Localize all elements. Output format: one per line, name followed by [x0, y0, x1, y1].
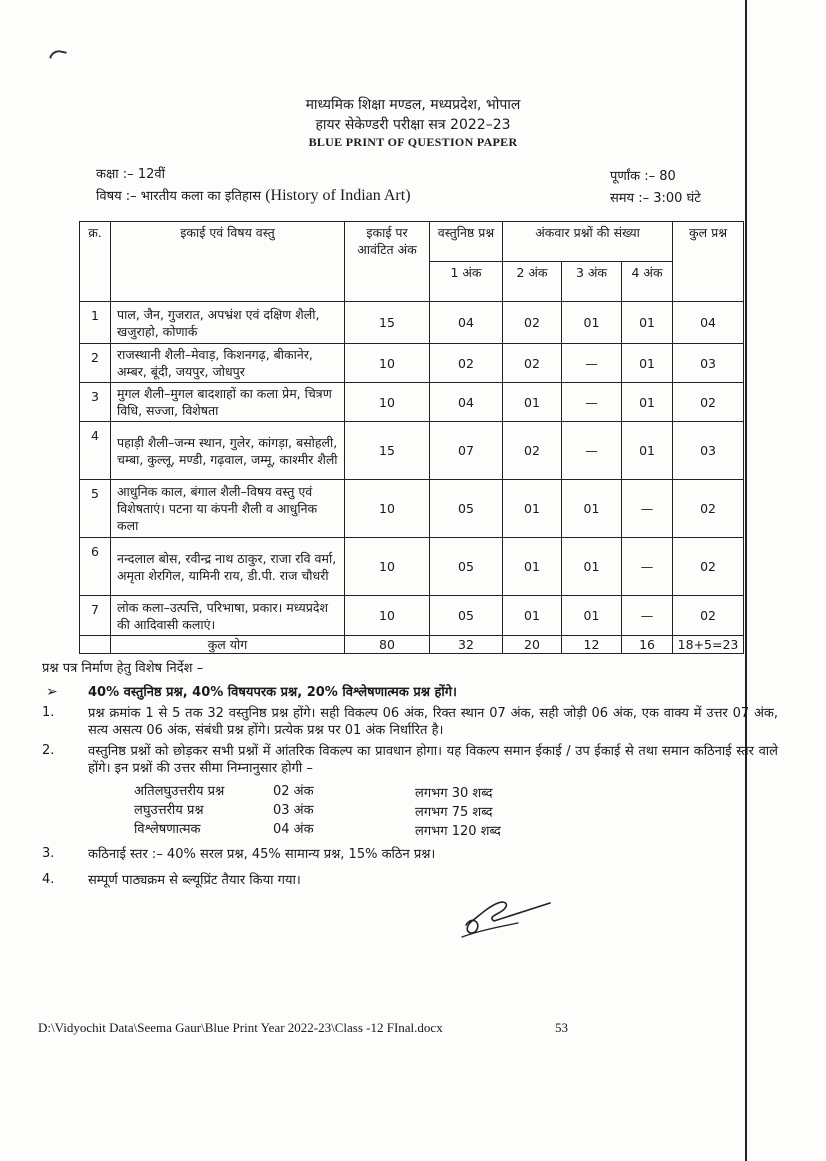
row-1-mark: 07: [430, 422, 503, 480]
page-number: 53: [555, 1020, 568, 1035]
row-4-mark: —: [622, 538, 673, 596]
limit-2-marks: 03 अंक: [273, 803, 314, 818]
row-2-mark: 01: [503, 383, 562, 422]
document-title: BLUE PRINT OF QUESTION PAPER: [308, 135, 518, 149]
class-label: कक्षा :– 12वीं: [96, 167, 165, 182]
limit-1-type: अतिलघुउत्तरीय प्रश्न: [134, 784, 225, 799]
limit-3-marks: 04 अंक: [273, 822, 314, 837]
row-total: 02: [673, 480, 744, 538]
board-name: माध्यमिक शिक्षा मण्डल, मध्यप्रदेश, भोपाल: [305, 97, 521, 113]
bullet-arrow: ➢: [46, 684, 58, 700]
row-topic: राजस्थानी शैली–मेवाड़, किशनगढ़, बीकानेर, अम्बर, बूंदी, जयपुर, जोधपुर: [111, 344, 345, 383]
col-header-total: कुल प्रश्न: [673, 222, 744, 302]
file-path: D:\Vidyochit Data\Seema Gaur\Blue Print Year 2022-23\Class -12 FInal.docx: [38, 1020, 443, 1035]
row-3-mark: —: [562, 383, 622, 422]
table-row: [80, 302, 744, 344]
row-3-mark: 01: [562, 302, 622, 344]
bullet-distribution: 40% वस्तुनिष्ठ प्रश्न, 40% विषयपरक प्रश्न, 20% विश्लेषणात्मक प्रश्न होंगे।: [88, 685, 457, 700]
row-topic: नन्दलाल बोस, रवीन्द्र नाथ ठाकुर, राजा रवि वर्मा, अमृता शेरगिल, यामिनी राय, डी.पी. राज चौधरी: [111, 538, 345, 596]
item-4-number: 4.: [42, 872, 55, 887]
col-header-1-mark: 1 अंक: [430, 262, 503, 302]
signature: [458, 893, 558, 943]
subject-english: (History of Indian Art): [265, 187, 411, 204]
col-header-markwise: अंकवार प्रश्नों की संख्या: [503, 222, 673, 262]
item-1-number: 1.: [42, 705, 55, 720]
row-2-mark: 01: [503, 538, 562, 596]
row-2-mark: 02: [503, 302, 562, 344]
row-1-mark: 05: [430, 538, 503, 596]
item-2-number: 2.: [42, 743, 55, 758]
row-4-mark: 01: [622, 344, 673, 383]
table-row: [80, 538, 744, 596]
row-sn: 2: [80, 344, 111, 383]
row-topic: पाल, जैन, गुजरात, अपभ्रंश एवं दक्षिण शैली, खजुराहो, कोणार्क: [111, 302, 345, 344]
subject-line: [96, 186, 411, 205]
table-row: [80, 383, 744, 422]
row-1-mark: 05: [430, 480, 503, 538]
table-header-row: [80, 222, 744, 262]
row-1-mark: 04: [430, 383, 503, 422]
table-row: [80, 596, 744, 636]
total-2-mark: 20: [503, 636, 562, 654]
col-header-allotted: इकाई पर आवंटित अंक: [345, 222, 430, 302]
item-2-text: वस्तुनिष्ठ प्रश्नों को छोड़कर सभी प्रश्नों में आंतरिक विकल्प का प्रावधान होगा। यह विकल्प समान ईकाई / उप ईकाई से तथा समान कठिनाई स्तर वाले होंगे। इन प्रश्नों की उत्तर सीमा निम्नानुसार होगी –: [88, 744, 778, 776]
table-row: [80, 480, 744, 538]
col-header-objective: वस्तुनिष्ठ प्रश्न: [430, 222, 503, 262]
row-total: 04: [673, 302, 744, 344]
limit-3-words: लगभग 120 शब्द: [415, 824, 501, 839]
total-allotted: 80: [345, 636, 430, 654]
limit-2-type: लघुउत्तरीय प्रश्न: [134, 803, 204, 818]
row-1-mark: 05: [430, 596, 503, 636]
item-3-text: कठिनाई स्तर :– 40% सरल प्रश्न, 45% सामान्य प्रश्न, 15% कठिन प्रश्न।: [88, 847, 436, 862]
limit-1-marks: 02 अंक: [273, 784, 314, 799]
table-total-row: [80, 636, 744, 654]
total-4-mark: 16: [622, 636, 673, 654]
row-allotted: 10: [345, 538, 430, 596]
row-sn: 5: [80, 480, 111, 538]
col-header-unit: इकाई एवं विषय वस्तु: [111, 222, 345, 302]
row-sn: 7: [80, 596, 111, 636]
row-allotted: 10: [345, 596, 430, 636]
row-sn: 3: [80, 383, 111, 422]
row-total: 03: [673, 422, 744, 480]
limit-1-words: लगभग 30 शब्द: [415, 786, 493, 801]
row-3-mark: 01: [562, 538, 622, 596]
total-3-mark: 12: [562, 636, 622, 654]
row-sn: 6: [80, 538, 111, 596]
row-1-mark: 02: [430, 344, 503, 383]
row-total: 02: [673, 596, 744, 636]
col-header-4-mark: 4 अंक: [622, 262, 673, 302]
row-total: 03: [673, 344, 744, 383]
row-allotted: 10: [345, 344, 430, 383]
row-4-mark: —: [622, 596, 673, 636]
item-1-text: प्रश्न क्रमांक 1 से 5 तक 32 वस्तुनिष्ठ प्रश्न होंगे। सही विकल्प 06 अंक, रिक्त स्थान 07 अंक, सही जोड़ी 06 अंक, एक वाक्य में उत्तर 07 अंक, सत्य असत्य 06 अंक, संबंधी प्रश्न होंगे। प्रत्येक प्रश्न पर 01 अंक निर्धारित है।: [88, 706, 778, 738]
row-3-mark: 01: [562, 596, 622, 636]
row-topic: मुगल शैली–मुगल बादशाहों का कला प्रेम, चित्रण विधि, सज्जा, विशेषता: [111, 383, 345, 422]
instructions-heading: प्रश्न पत्र निर्माण हेतु विशेष निर्देश –: [42, 661, 204, 676]
row-1-mark: 04: [430, 302, 503, 344]
row-2-mark: 01: [503, 480, 562, 538]
row-sn: 1: [80, 302, 111, 344]
max-marks: पूर्णांक :– 80: [610, 169, 676, 184]
row-allotted: 15: [345, 302, 430, 344]
time-allowed: समय :– 3:00 घंटे: [610, 191, 701, 206]
row-topic: पहाड़ी शैली–जन्म स्थान, गुलेर, कांगड़ा, बसोहली, चम्बा, कुल्लू, मण्डी, गढ़वाल, जम्मू, काश्मीर शैली: [111, 422, 345, 480]
table-row: [80, 422, 744, 480]
blueprint-table: [79, 221, 744, 654]
item-4-text: सम्पूर्ण पाठ्यक्रम से ब्ल्यूप्रिंट तैयार किया गया।: [88, 873, 301, 888]
total-questions: 18+5=23: [673, 636, 744, 654]
page-edge-line: [745, 0, 747, 1161]
row-3-mark: —: [562, 422, 622, 480]
row-topic: आधुनिक काल, बंगाल शैली–विषय वस्तु एवं विशेषताएं। पटना या कंपनी शैली व आधुनिक कला: [111, 480, 345, 538]
row-4-mark: —: [622, 480, 673, 538]
row-2-mark: 02: [503, 344, 562, 383]
row-2-mark: 02: [503, 422, 562, 480]
col-header-3-mark: 3 अंक: [562, 262, 622, 302]
row-sn: 4: [80, 422, 111, 480]
row-4-mark: 01: [622, 302, 673, 344]
subject-label: विषय :– भारतीय कला का इतिहास: [96, 189, 262, 204]
row-total: 02: [673, 538, 744, 596]
table-row: [80, 344, 744, 383]
total-label: कुल योग: [111, 636, 345, 654]
row-3-mark: 01: [562, 480, 622, 538]
row-allotted: 10: [345, 383, 430, 422]
limit-3-type: विश्लेषणात्मक: [134, 822, 201, 837]
row-3-mark: —: [562, 344, 622, 383]
row-topic: लोक कला–उत्पत्ति, परिभाषा, प्रकार। मध्यप्रदेश की आदिवासी कलाएं।: [111, 596, 345, 636]
row-total: 02: [673, 383, 744, 422]
scan-mark: [49, 48, 67, 61]
col-header-sn: क्र.: [80, 222, 111, 302]
item-3-number: 3.: [42, 846, 55, 861]
row-4-mark: 01: [622, 383, 673, 422]
exam-session: हायर सेकेण्डरी परीक्षा सत्र 2022–23: [315, 117, 511, 133]
row-2-mark: 01: [503, 596, 562, 636]
col-header-2-mark: 2 अंक: [503, 262, 562, 302]
row-allotted: 15: [345, 422, 430, 480]
row-allotted: 10: [345, 480, 430, 538]
total-1-mark: 32: [430, 636, 503, 654]
row-4-mark: 01: [622, 422, 673, 480]
limit-2-words: लगभग 75 शब्द: [415, 805, 493, 820]
